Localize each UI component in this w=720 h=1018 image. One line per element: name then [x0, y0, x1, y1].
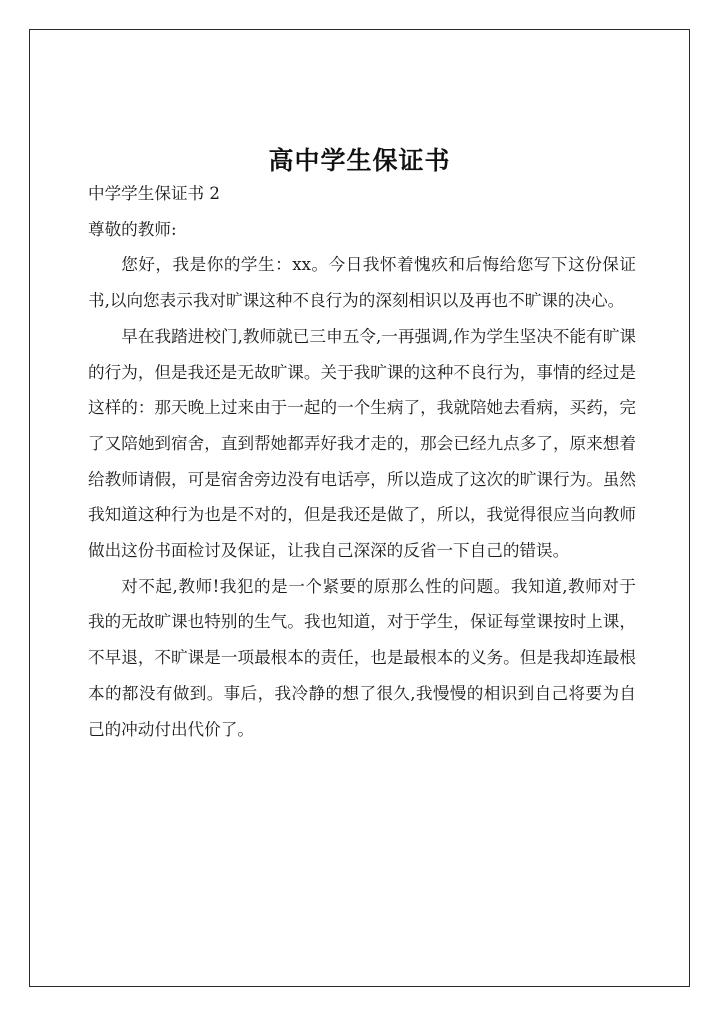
- paragraph-3: 对不起,教师!我犯的是一个紧要的原那么性的问题。我知道,教师对于我的无故旷课也特别的生气。我也知道，对于学生，保证每堂课按时上课，不早退，不旷课是一项最根本的责任，也是最根本的义务。但是我却连最根本的都没有做到。事后，我冷静的想了很久,我慢慢的相识到自己将要为自己的冲动付出代价了。: [88, 576, 636, 739]
- document-title: 高中学生保证书: [268, 146, 451, 175]
- document-subtitle: 中学学生保证书 2: [88, 184, 220, 203]
- paragraph-1: 您好，我是你的学生：xx。今日我怀着愧疚和后悔给您写下这份保证书,以向您表示我对旷课这种不良行为的深刻相识以及再也不旷课的决心。: [88, 255, 636, 311]
- paragraph-2: 早在我踏进校门,教师就已三申五令,一再强调,作为学生坚决不能有旷课的行为，但是我还是无故旷课。关于我旷课的这种不良行为，事情的经过是这样的：那天晚上过来由于一起的一个生病了，我就陪她去看病，买药，完了又陪她到宿舍，直到帮她都弄好我才走的，那会已经九点多了，原来想着给教师请假，可是宿舍旁边没有电话亭，所以造成了这次的旷课行为。虽然我知道这种行为也是不对的，但是我还是做了，所以，我觉得很应当向教师做出这份书面检讨及保证，让我自己深深的反省一下自己的错误。: [88, 326, 636, 561]
- salutation: 尊敬的教师:: [88, 219, 177, 239]
- document-body: [88, 176, 636, 747]
